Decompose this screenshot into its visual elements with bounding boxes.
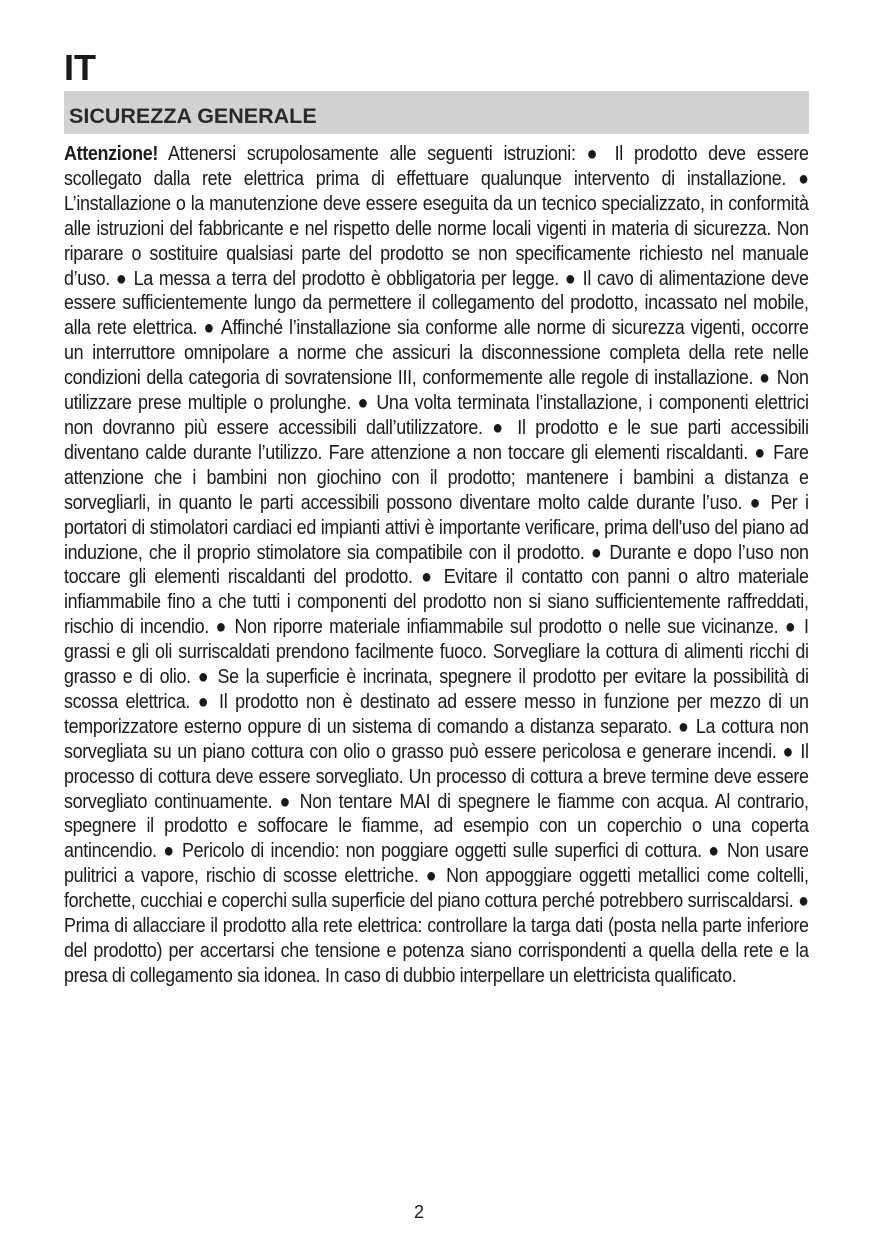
language-code: IT <box>64 47 96 88</box>
safety-instructions-paragraph <box>64 142 809 989</box>
warning-lead: Attenzione! <box>64 143 159 165</box>
safety-instructions-text: Attenersi scrupolosamente alle seguenti istruzioni: ● Il prodotto deve essere scollegato dalla rete elettrica prima di effettuare qualunque intervento di installazione. ● L’installazione o la manutenzione deve essere eseguita da un tecnico specializzato, in conformità alle istruzioni del fabbricante e nel rispetto delle norme locali vigenti in materia di sicurezza. Non riparare o sostituire qualsiasi parte del prodotto se non specificamente richiesto nel manuale d’uso. ● La messa a terra del prodotto è obbligatoria per legge. ● Il cavo di alimentazione deve essere sufficientemente lungo da permettere il collegamento del prodotto, incassato nel mobile, alla rete elettrica. ● Affinché l’installazione sia conforme alle norme di sicurezza vigenti, occorre un interruttore omnipolare a norme che assicuri la disconnessione completa della rete nelle condizioni della categoria di sovratensione III, conformemente alle regole di installazione. ● Non utilizzare prese multiple o prolunghe. ● Una volta terminata l’installazione, i componenti elettrici non dovranno più essere accessibili dall’utilizzatore. ● Il prodotto e le sue parti accessibili diventano calde durante l’utilizzo. Fare attenzione a non toccare gli elementi riscaldanti. ● Fare attenzione che i bambini non giochino con il prodotto; mantenere i bambini a distanza e sorvegliarli, in quanto le parti accessibili possono diventare molto calde durante l’uso. ● Per i portatori di stimolatori cardiaci ed impianti attivi è importante verificare, prima dell'uso del piano ad induzione, che il proprio stimolatore sia compatibile con il prodotto. ● Durante e dopo l’uso non toccare gli elementi riscaldanti del prodotto. ● Evitare il contatto con panni o altro materiale infiammabile fino a che tutti i componenti del prodotto non si siano sufficientemente raffreddati, rischio di incendio. ● Non riporre materiale infiammabile sul prodotto o nelle sue vicinanze. ● I grassi e gli oli surriscaldati prendono facilmente fuoco. Sorvegliare la cottura di alimenti ricchi di grasso e di olio. ● Se la superficie è incrinata, spegnere il prodotto per evitare la possibilità di scossa elettrica. ● Il prodotto non è destinato ad essere messo in funzione per mezzo di un temporizzatore esterno oppure di un sistema di comando a distanza separato. ● La cottura non sorvegliata su un piano cottura con olio o grasso può essere pericolosa e generare incendi. ● Il processo di cottura deve essere sorvegliato. Un processo di cottura a breve termine deve essere sorvegliato continuamente. ● Non tentare MAI di spegnere le fiamme con acqua. Al contrario, spegnere il prodotto e soffocare le fiamme, ad esempio con un coperchio o una coperta antincendio. ● Pericolo di incendio: non poggiare oggetti sulle superfici di cottura. ● Non usare pulitrici a vapore, rischio di scosse elettriche. ● Non appoggiare oggetti metallici come coltelli, forchette, cucchiai e coperchi sulla superficie del piano cottura perché potrebbero surriscaldarsi. ● Prima di allacciare il prodotto alla rete elettrica: controllare la targa dati (posta nella parte inferiore del prodotto) per accertarsi che tensione e potenza siano corrispondenti a quella della rete e la presa di collegamento sia idonea. In caso di dubbio interpellare un elettricista qualificato. <box>64 143 809 987</box>
section-title: SICUREZZA GENERALE <box>69 104 317 128</box>
section-header-bar <box>64 91 809 134</box>
page-number: 2 <box>413 1202 424 1222</box>
